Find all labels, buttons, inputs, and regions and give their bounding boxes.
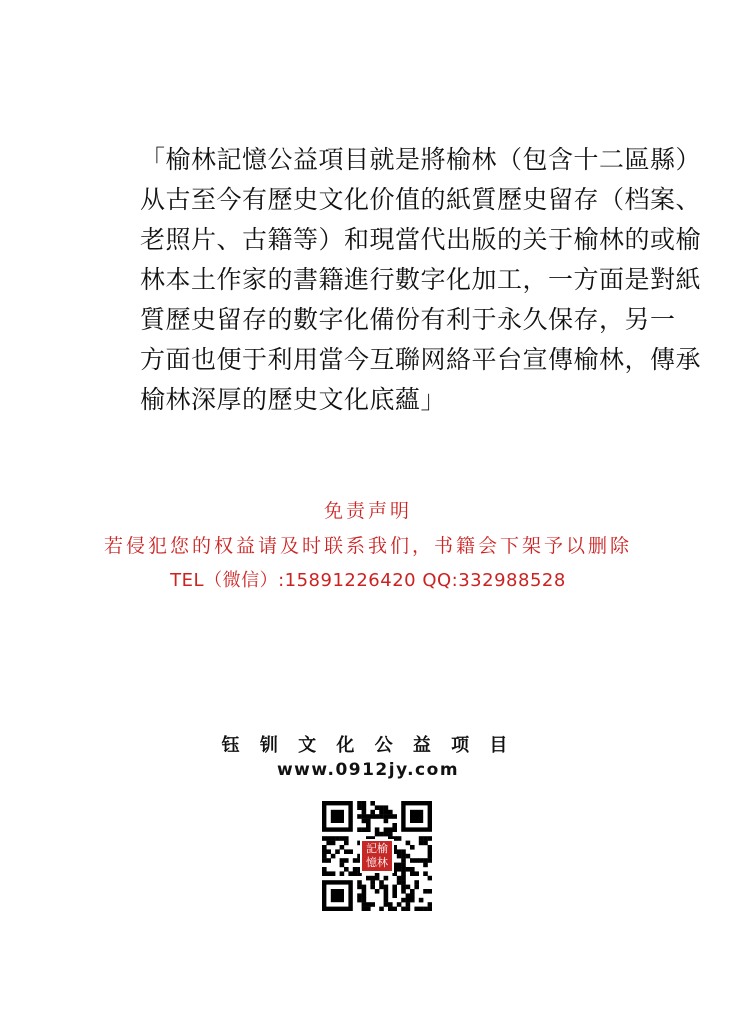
project-url[interactable]: www.0912jy.com [276, 760, 460, 780]
disclaimer-block [0, 496, 736, 598]
intro-line: 質歷史留存的數字化備份有利于永久保存，另一 [140, 305, 676, 334]
intro-line: 从古至今有歷史文化价值的紙質歷史留存（档案、 [140, 185, 702, 214]
project-block [0, 733, 736, 781]
intro-line: 榆林深厚的歷史文化底蘊」 [140, 385, 447, 414]
intro-line: 「榆林記憶公益項目就是將榆林（包含十二區縣） [140, 145, 702, 174]
intro-line: 林本土作家的書籍進行數字化加工，一方面是對紙 [140, 265, 702, 294]
qr-logo: 記榆憶林 [360, 839, 394, 873]
intro-line: 方面也便于利用當今互聯网絡平台宣傳榆林，傳承 [140, 345, 702, 374]
intro-paragraph [140, 140, 702, 420]
disclaimer-text: 若侵犯您的权益请及时联系我们，书籍会下架予以删除 [103, 535, 632, 557]
disclaimer-title: 免责声明 [323, 500, 412, 522]
project-name: 钰 钏 文 化 公 益 项 目 [221, 735, 515, 756]
intro-line: 老照片、古籍等）和現當代出版的关于榆林的或榆 [140, 225, 702, 254]
qr-code [322, 801, 432, 911]
contact-info: TEL（微信）:15891226420 QQ:332988528 [170, 570, 566, 591]
